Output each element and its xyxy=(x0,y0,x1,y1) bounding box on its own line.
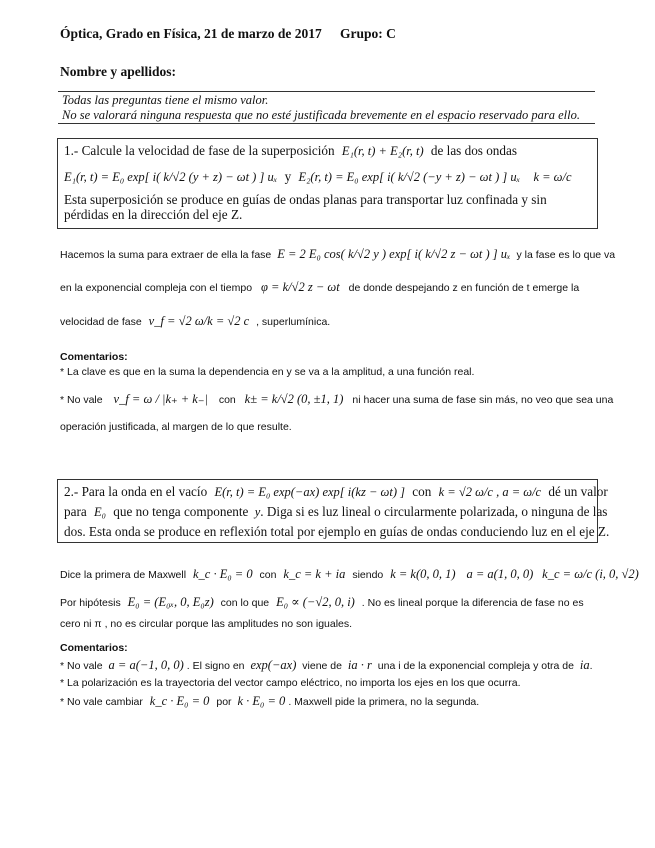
q2-con-lo-que: con lo que xyxy=(220,597,270,609)
q2-comment-1-exp: exp(−ax) xyxy=(250,658,297,672)
q2-comment-1-ia: ia xyxy=(579,658,590,672)
q2-siendo: siendo xyxy=(352,569,384,581)
q1-context: Esta superposición se produce en guías de ondas planas para transportar luz confinada y sin pérdidas en la dirección del eje Z. xyxy=(64,192,547,222)
q2-wave-expr: E(r, t) = E₀ exp(−ax) exp[ i(kz − ωt) ] xyxy=(214,485,405,499)
q2-comment-1 xyxy=(60,655,605,675)
q2-answer xyxy=(60,561,639,631)
q2-kc-def: k_c = k + ia xyxy=(283,567,346,581)
q2-a-vector: a = a(1, 0, 0) xyxy=(466,567,534,581)
q1-k-def: k = ω/c xyxy=(533,170,572,184)
q1-answer-line-3 xyxy=(60,306,600,336)
question-1-line-1 xyxy=(64,142,591,160)
instruction-line: No se valorará ninguna respuesta que no esté justificada brevemente en el espacio reservado para ello. xyxy=(62,108,580,122)
question-1-waves xyxy=(64,166,591,188)
q2-not-linear: . No es lineal porque la diferencia de fase no es xyxy=(361,597,584,609)
q2-comment-1-iar: ia · r xyxy=(347,658,372,672)
q1-comment-2-text: * No vale xyxy=(60,394,103,406)
q1-answer-line-1 xyxy=(60,240,616,268)
q1-answer-text-2-end: de donde despejando z en función de t emerge la xyxy=(348,282,580,294)
q2-k-vector: k = k(0, 0, 1) xyxy=(390,567,456,581)
q2-maxwell-expr: k_c · E₀ = 0 xyxy=(192,567,253,581)
name-label: Nombre y apellidos: xyxy=(60,64,177,79)
q1-intro: 1.- Calcule la velocidad de fase de la superposición xyxy=(64,143,335,158)
q1-comment-2-cont: operación justificada, al margen de lo que resulte. xyxy=(60,421,292,433)
q1-answer-line-2 xyxy=(60,270,600,304)
q1-answer-expr: E = 2 E₀ cos( k/√2 y ) exp[ i( k/√2 z − ωt ) ] uₓ xyxy=(277,247,511,261)
q1-comment-2-end: ni hacer una suma de fase sin más, no veo que sea una xyxy=(352,394,614,406)
instruction-line: Todas las preguntas tiene el mismo valor. xyxy=(62,93,269,107)
q2-answer-line-2 xyxy=(60,589,600,615)
q1-and: y xyxy=(284,169,292,184)
q1-comment-2 xyxy=(60,382,614,416)
q2-line-2-mid: que no tenga componente xyxy=(113,504,249,519)
q2-e0-expr: E₀ = (E₀ₓ, 0, E₀z) xyxy=(127,595,214,609)
divider-bottom xyxy=(58,123,595,124)
q2-con-1: con xyxy=(259,569,277,581)
q2-e0-prop: E₀ ∝ (−√2, 0, i) xyxy=(276,595,355,609)
exam-title: Óptica, Grado en Física, 21 de marzo de 2017 xyxy=(60,26,322,41)
q1-answer-text-end: y la fase es lo que va xyxy=(516,249,616,261)
q1-comments-title: Comentarios: xyxy=(60,351,128,363)
q2-con: con xyxy=(412,484,432,499)
q2-comment-1-viene: viene de xyxy=(302,660,342,672)
q2-comment-3-por: por xyxy=(216,696,232,708)
q2-comment-1-text: * No vale xyxy=(60,660,103,672)
q1-intro-end: de las dos ondas xyxy=(430,143,517,158)
q2-comment-3-expr: k_c · E₀ = 0 xyxy=(149,694,210,708)
q1-phase-expr: φ = k/√2 z − ωt xyxy=(260,280,340,294)
q1-sum-expr: E₁(r, t) + E₂(r, t) xyxy=(341,144,424,158)
q1-velocity-expr: v_f = √2 ω/k = √2 c xyxy=(148,314,250,328)
q1-wave-1: E₁(r, t) = E₀ exp[ i( k/√2 (y + z) − ωt ) ] uₓ xyxy=(64,170,278,184)
q2-hipotesis: Por hipótesis xyxy=(60,597,121,609)
divider-top xyxy=(58,91,595,92)
question-2-box xyxy=(57,479,610,543)
q2-answer-line-3: cero ni π , no es circular porque las amplitudes no son iguales. xyxy=(60,618,353,630)
q2-kc-vector: k_c = ω/c (i, 0, √2) xyxy=(542,567,639,581)
q2-answer-line-1 xyxy=(60,561,639,587)
q1-comment-2-expr-2: k± = k/√2 (0, ±1, 1) xyxy=(244,392,344,406)
question-2-line-1 xyxy=(64,483,608,501)
question-2-line-3: dos. Esta onda se produce en reflexión total por ejemplo en guías de ondas conduciendo luz en el eje Z. xyxy=(64,524,610,539)
q2-comment-1-expr: a = a(−1, 0, 0) xyxy=(108,658,184,672)
q1-wave-2: E₂(r, t) = E₀ exp[ i( k/√2 (−y + z) − ωt ) ] uₓ xyxy=(298,170,521,184)
q1-answer-text: Hacemos la suma para extraer de ella la fase xyxy=(60,249,272,261)
instructions xyxy=(62,93,580,123)
q1-comments xyxy=(60,350,614,434)
q2-intro: 2.- Para la onda en el vacío xyxy=(64,484,208,499)
q2-k-expr: k = √2 ω/c , a = ω/c xyxy=(438,485,542,499)
q2-comment-3 xyxy=(60,691,605,711)
q2-answer-text: Dice la primera de Maxwell xyxy=(60,569,187,581)
q1-comment-1: * La clave es que en la suma la dependencia en y se va a la amplitud, a una función real. xyxy=(60,366,475,378)
q2-comment-1-end: . xyxy=(589,660,593,672)
q2-comment-1-sign: . El signo en xyxy=(186,660,245,672)
q2-comments-title: Comentarios: xyxy=(60,642,128,654)
q1-comment-2-expr: v_f = ω / |k₊ + k₋| xyxy=(113,392,208,406)
q2-comments xyxy=(60,641,605,711)
q1-comment-2-con: con xyxy=(218,394,236,406)
q1-answer-text-3: velocidad de fase xyxy=(60,316,142,328)
q1-answer-text-2: en la exponencial compleja con el tiempo xyxy=(60,282,253,294)
q2-intro-end: dé un valor xyxy=(548,484,608,499)
question-2-line-2: para E₀ que no tenga componente y. Diga si es luz lineal o circularmente polarizada, o ninguna de las xyxy=(64,504,608,519)
q1-answer-text-3-end: , superlumínica. xyxy=(256,316,331,328)
q2-comment-1-una: una i de la exponencial compleja y otra de xyxy=(377,660,574,672)
q1-answer xyxy=(60,240,616,336)
q2-comment-3-text: * No vale cambiar xyxy=(60,696,143,708)
q2-line-2-end: . Diga si es luz lineal o circularmente polarizada, o ninguna de las xyxy=(260,504,608,519)
question-1-box xyxy=(57,138,598,229)
group-label: Grupo: C xyxy=(340,26,396,41)
q2-comment-3-end: . Maxwell pide la primera, no la segunda. xyxy=(288,696,480,708)
q2-para: para xyxy=(64,504,87,519)
q2-comment-2: * La polarización es la trayectoria del vector campo eléctrico, no importa los ejes en los que ocurra. xyxy=(60,677,521,689)
q2-comment-3-expr-2: k · E₀ = 0 xyxy=(237,694,286,708)
